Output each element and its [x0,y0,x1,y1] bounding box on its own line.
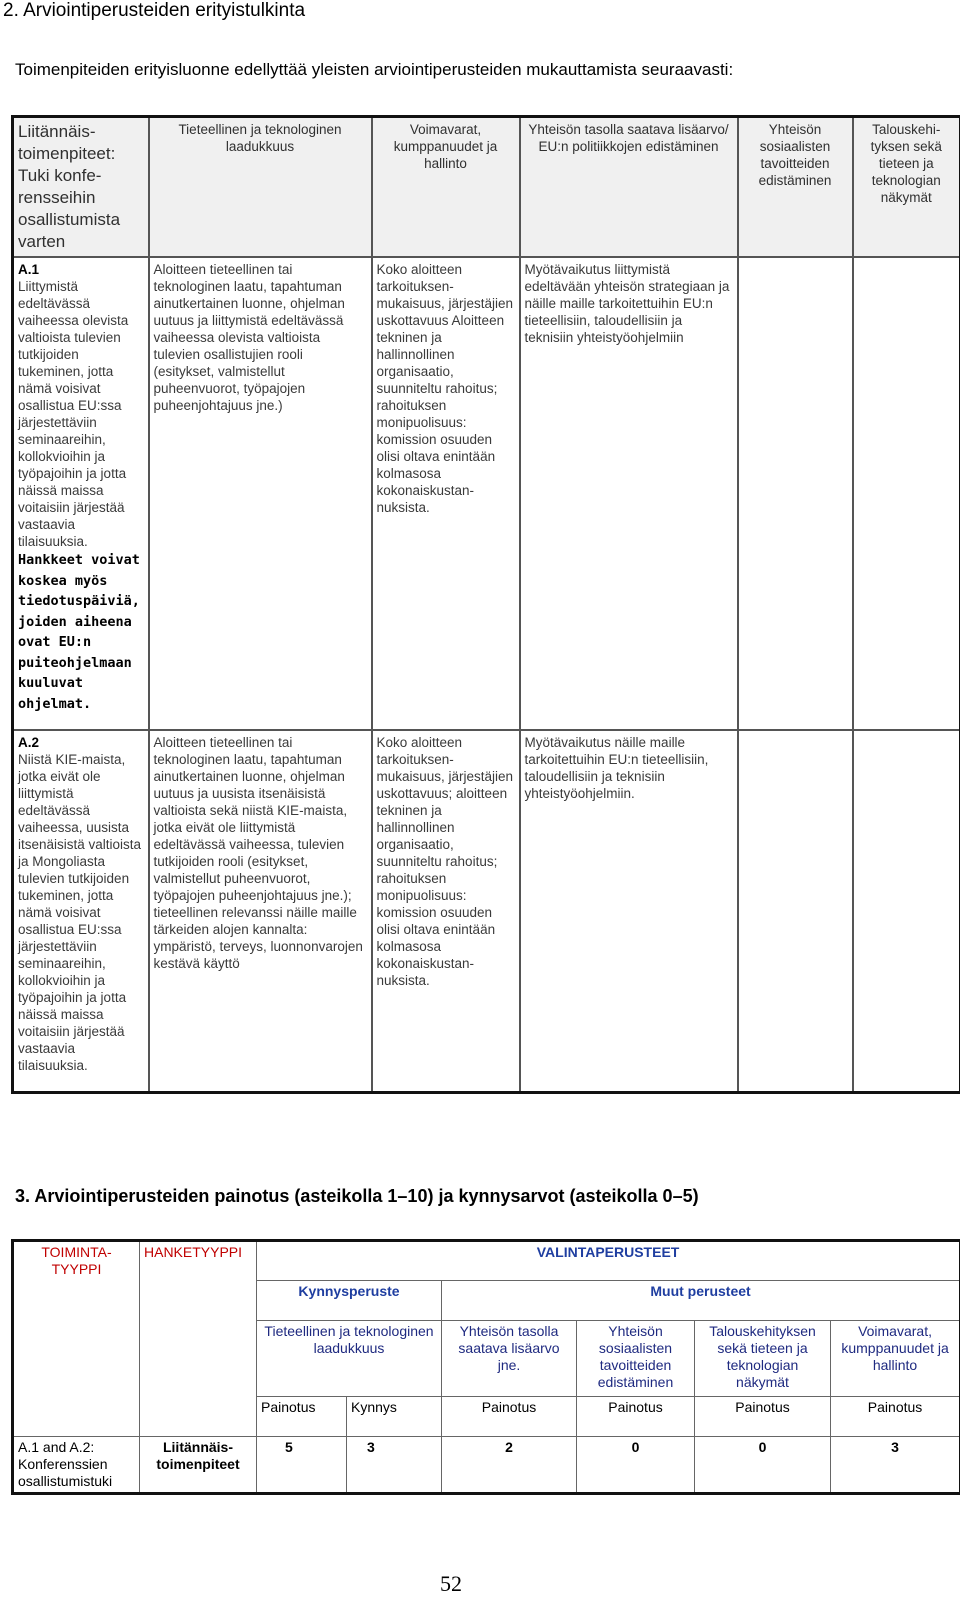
section-2-intro: Toimenpiteiden erityisluonne edellyttää yleisten arviointiperusteiden mukauttamista seuraavasti: [15,60,733,80]
row-a2-quality: Aloitteen tieteellinen tai teknologinen laatu, tapahtuman ainutkertainen luonne, ohjelman uutuus ja uusista itsenäisistä valtioista sekä niistä KIE-maista, jotka eivät ole liittymistä edeltävässä vaiheessa, tulevien tutkijoiden rooli (esitykset, valmistellut puheenvuorot, työpajojen puheenjohtajuus jne.); tieteellinen relevanssi näille maille tärkeiden alojen kannalta: ympäristö, terveys, luonnonvarojen kestävä käyttö [149,730,372,1093]
criteria-header-row [13,117,960,258]
value-quality-weight: 5 [257,1437,347,1494]
group-threshold: Kynnysperuste [257,1281,442,1321]
group-other: Muut perusteet [442,1281,960,1321]
row-project-type: Liitännäis-toimenpiteet [140,1437,257,1494]
criterion-added-value: Yhteisön tasolla saatava lisäarvo jne. [442,1321,577,1397]
row-a2-resources: Koko aloitteen tarkoituksen-mukaisuus, järjestäjien uskottavuus; aloitteen tekninen ja hallinnollinen organisaatio, suunniteltu rahoitus; rahoituksen monipuolisuus: komission osuuden olisi oltava enintään kolmasosa kokonaiskustan-nuksista. [372,730,520,1093]
criterion-social: Yhteisön sosiaalisten tavoitteiden edistäminen [577,1321,695,1397]
header-social: Yhteisön sosiaalisten tavoitteiden edistäminen [738,117,853,258]
row-note: Hankkeet voivat koskea myös tiedotuspäiviä, joiden aiheena ovat EU:n puiteohjelmaan kuuluvat ohjelmat. [18,550,144,714]
row-a2-description-cell [13,730,149,1093]
criteria-table [11,115,960,1094]
header-quality: Tieteellinen ja teknologinen laadukkuus [149,117,372,258]
subheader-weight: Painotus [257,1397,347,1437]
row-description: Liittymistä edeltävässä vaiheessa olevista valtioista tulevien tutkijoiden tukeminen, jotta nämä voisivat osallistua EU:ssa järjestettäviin seminaareihin, kollokvioihin ja työpajoihin ja jotta näissä maissa voitaisiin järjestää vastaavia tilaisuuksia. [18,278,144,550]
header-economic: Talouskehi-tyksen sekä tieteen ja teknologian näkymät [853,117,960,258]
row-action-type: A.1 and A.2: Konferenssien osallistumistuki [13,1437,140,1494]
row-a1-quality: Aloitteen tieteellinen tai teknologinen laatu, tapahtuman ainutkertainen luonne, ohjelman uutuus ja liittymistä edeltävässä vaiheessa olevista valtioista tulevien osallistujien rooli (esitykset, valmistellut puheenvuorot, työpajojen puheenjohtajuus jne.) [149,257,372,730]
weights-table [11,1239,960,1495]
row-a1-description-cell [13,257,149,730]
row-a2-economic [853,730,960,1093]
row-a1-added-value: Myötävaikutus liittymistä edeltävään yhteisön strategiaan ja näille maille tarkoitettuihin EU:n tieteellisiin, taloudellisiin ja teknisiin yhteistyöohjelmiin [520,257,738,730]
table-row [13,1437,960,1494]
header-criteria: VALINTAPERUSTEET [257,1241,960,1281]
row-a2-added-value: Myötävaikutus näille maille tarkoitettuihin EU:n tieteellisiin, taloudellisiin ja teknisiin yhteistyöohjelmiin. [520,730,738,1093]
header-added-value: Yhteisön tasolla saatava lisäarvo/ EU:n politiikkojen edistäminen [520,117,738,258]
criterion-resources: Voimavarat, kumppanuudet ja hallinto [831,1321,960,1397]
subheader-weight: Painotus [831,1397,960,1437]
row-description: Niistä KIE-maista, jotka eivät ole liittymistä edeltävässä vaiheessa, uusista itsenäisistä valtioista ja Mongoliasta tulevien tutkijoiden tukeminen, jotta nämä voisivat osallistua EU:ssa järjestettäviin seminaareihin, kollokvioihin ja työpajoihin ja jotta näissä maissa voitaisiin järjestää vastaavia tilaisuuksia. [18,751,144,1074]
value-added-value-weight: 2 [442,1437,577,1494]
header-action-type: Liitännäis-toimenpiteet: Tuki konfe-rensseihin osallistumista varten [13,117,149,258]
header-resources: Voimavarat, kumppanuudet ja hallinto [372,117,520,258]
weights-header-row [13,1241,960,1281]
section-2-heading: 2. Arviointiperusteiden erityistulkinta [3,0,305,22]
table-row [13,257,960,730]
value-quality-threshold: 3 [347,1437,442,1494]
header-action-type: TOIMINTA-TYYPPI [13,1241,140,1437]
subheader-weight: Painotus [695,1397,831,1437]
value-resources-weight: 3 [831,1437,960,1494]
page-number: 52 [440,1571,462,1597]
row-a2-social [738,730,853,1093]
criterion-economic: Talouskehityksen sekä tieteen ja teknologian näkymät [695,1321,831,1397]
section-3-heading: 3. Arviointiperusteiden painotus (asteikolla 1–10) ja kynnysarvot (asteikolla 0–5) [15,1186,699,1207]
row-code: A.2 [18,734,144,751]
header-project-type: HANKETYYPPI [140,1241,257,1437]
row-a1-social [738,257,853,730]
value-social-weight: 0 [577,1437,695,1494]
subheader-weight: Painotus [577,1397,695,1437]
row-a1-economic [853,257,960,730]
value-economic-weight: 0 [695,1437,831,1494]
table-row [13,730,960,1093]
row-a1-resources: Koko aloitteen tarkoituksen-mukaisuus, järjestäjien uskottavuus Aloitteen tekninen ja hallinnollinen organisaatio, suunniteltu rahoitus; rahoituksen monipuolisuus: komission osuuden olisi oltava enintään kolmasosa kokonaiskustan-nuksista. [372,257,520,730]
row-code: A.1 [18,261,144,278]
criterion-quality: Tieteellinen ja teknologinen laadukkuus [257,1321,442,1397]
subheader-threshold: Kynnys [347,1397,442,1437]
subheader-weight: Painotus [442,1397,577,1437]
